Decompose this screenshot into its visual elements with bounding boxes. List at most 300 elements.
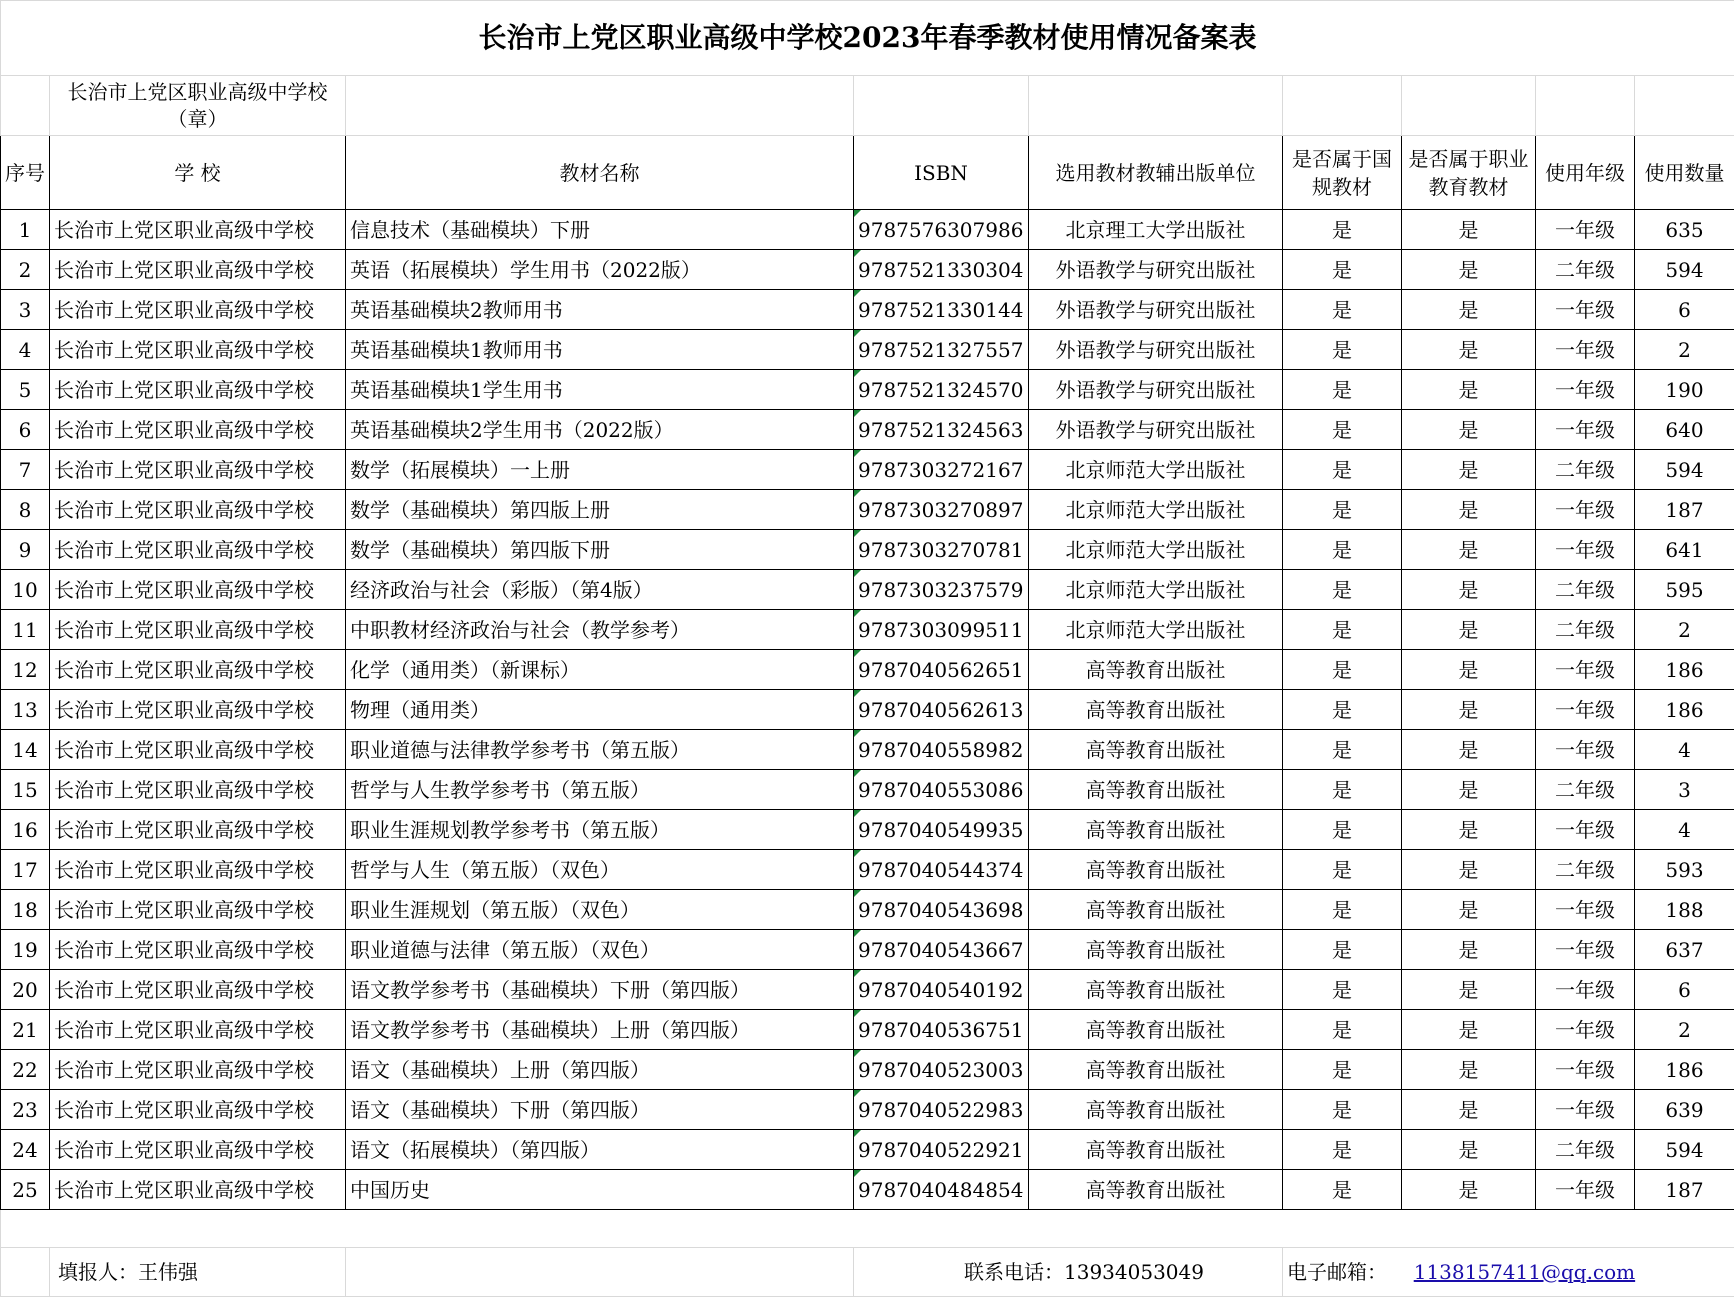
cell-quantity: 640 [1635, 410, 1734, 450]
cell-school: 长治市上党区职业高级中学校 [50, 810, 346, 850]
page-title: 长治市上党区职业高级中学校2023年春季教材使用情况备案表 [1, 1, 1734, 76]
cell-grade: 一年级 [1536, 650, 1635, 690]
isbn-value: 9787303270897 [858, 497, 1024, 522]
cell-school: 长治市上党区职业高级中学校 [50, 490, 346, 530]
cell-grade: 一年级 [1536, 330, 1635, 370]
table-row [1, 570, 1734, 610]
cell-publisher: 高等教育出版社 [1029, 850, 1283, 890]
cell-book-name: 哲学与人生教学参考书（第五版） [346, 770, 854, 810]
cell-school: 长治市上党区职业高级中学校 [50, 410, 346, 450]
cell-index: 3 [1, 290, 50, 330]
cell-national: 是 [1283, 1010, 1402, 1050]
number-as-text-flag-icon [854, 330, 861, 337]
cell-grade: 一年级 [1536, 810, 1635, 850]
table-row [1, 1090, 1734, 1130]
cell-publisher: 高等教育出版社 [1029, 1090, 1283, 1130]
cell-national: 是 [1283, 930, 1402, 970]
isbn-value: 9787303099511 [858, 617, 1024, 642]
isbn-value: 9787040536751 [858, 1017, 1024, 1042]
number-as-text-flag-icon [854, 210, 861, 217]
cell-national: 是 [1283, 210, 1402, 250]
cell-book-name: 中国历史 [346, 1170, 854, 1210]
isbn-value: 9787521327557 [858, 337, 1024, 362]
table-row [1, 410, 1734, 450]
cell-school: 长治市上党区职业高级中学校 [50, 1050, 346, 1090]
cell-grade: 一年级 [1536, 210, 1635, 250]
cell-publisher: 高等教育出版社 [1029, 1130, 1283, 1170]
cell-grade: 一年级 [1536, 970, 1635, 1010]
cell-school: 长治市上党区职业高级中学校 [50, 730, 346, 770]
header-publisher: 选用教材教辅出版单位 [1029, 136, 1283, 210]
cell-isbn [854, 1130, 1029, 1170]
header-national: 是否属于国规教材 [1283, 136, 1402, 210]
cell-isbn [854, 330, 1029, 370]
cell-vocational: 是 [1402, 770, 1536, 810]
isbn-value: 9787521324570 [858, 377, 1024, 402]
cell-school: 长治市上党区职业高级中学校 [50, 970, 346, 1010]
cell-book-name: 英语基础模块2教师用书 [346, 290, 854, 330]
cell-publisher: 高等教育出版社 [1029, 970, 1283, 1010]
table-row [1, 850, 1734, 890]
cell-vocational: 是 [1402, 1170, 1536, 1210]
number-as-text-flag-icon [854, 1010, 861, 1017]
cell-quantity: 4 [1635, 730, 1734, 770]
school-seal-name: 长治市上党区职业高级中学校 [67, 79, 328, 104]
cell-isbn [854, 570, 1029, 610]
cell-school: 长治市上党区职业高级中学校 [50, 210, 346, 250]
cell-index: 25 [1, 1170, 50, 1210]
cell-book-name: 信息技术（基础模块）下册 [346, 210, 854, 250]
cell-publisher: 外语教学与研究出版社 [1029, 290, 1283, 330]
cell-publisher: 高等教育出版社 [1029, 730, 1283, 770]
cell-vocational: 是 [1402, 890, 1536, 930]
cell-quantity: 2 [1635, 1010, 1734, 1050]
cell-index: 23 [1, 1090, 50, 1130]
cell-publisher: 高等教育出版社 [1029, 1170, 1283, 1210]
header-vocational: 是否属于职业教育教材 [1402, 136, 1536, 210]
cell-publisher: 高等教育出版社 [1029, 650, 1283, 690]
cell-school: 长治市上党区职业高级中学校 [50, 330, 346, 370]
cell-school: 长治市上党区职业高级中学校 [50, 1170, 346, 1210]
cell-book-name: 语文教学参考书（基础模块）上册（第四版） [346, 1010, 854, 1050]
cell-national: 是 [1283, 450, 1402, 490]
cell-grade: 一年级 [1536, 690, 1635, 730]
cell-vocational: 是 [1402, 1050, 1536, 1090]
cell-publisher: 北京师范大学出版社 [1029, 610, 1283, 650]
number-as-text-flag-icon [854, 1090, 861, 1097]
cell-national: 是 [1283, 1130, 1402, 1170]
isbn-value: 9787303270781 [858, 537, 1024, 562]
cell-quantity: 3 [1635, 770, 1734, 810]
filler-name: 王伟强 [138, 1260, 198, 1284]
empty-cell [1402, 76, 1536, 136]
cell-national: 是 [1283, 570, 1402, 610]
cell-school: 长治市上党区职业高级中学校 [50, 570, 346, 610]
empty-cell [346, 1248, 854, 1297]
cell-national: 是 [1283, 250, 1402, 290]
empty-cell [1029, 76, 1283, 136]
cell-book-name: 语文教学参考书（基础模块）下册（第四版） [346, 970, 854, 1010]
footer-row [1, 1248, 1734, 1297]
cell-index: 24 [1, 1130, 50, 1170]
cell-national: 是 [1283, 1090, 1402, 1130]
cell-school: 长治市上党区职业高级中学校 [50, 530, 346, 570]
cell-school: 长治市上党区职业高级中学校 [50, 930, 346, 970]
cell-quantity: 187 [1635, 490, 1734, 530]
isbn-value: 9787040562651 [858, 657, 1024, 682]
cell-quantity: 190 [1635, 370, 1734, 410]
cell-vocational: 是 [1402, 610, 1536, 650]
number-as-text-flag-icon [854, 1170, 861, 1177]
table-row [1, 930, 1734, 970]
cell-index: 20 [1, 970, 50, 1010]
header-school: 学 校 [50, 136, 346, 210]
cell-book-name: 物理（通用类） [346, 690, 854, 730]
cell-quantity: 595 [1635, 570, 1734, 610]
empty-cell [1, 76, 50, 136]
cell-vocational: 是 [1402, 210, 1536, 250]
number-as-text-flag-icon [854, 770, 861, 777]
cell-index: 8 [1, 490, 50, 530]
cell-book-name: 职业生涯规划教学参考书（第五版） [346, 810, 854, 850]
table-row [1, 770, 1734, 810]
cell-vocational: 是 [1402, 1090, 1536, 1130]
cell-book-name: 英语基础模块2学生用书（2022版） [346, 410, 854, 450]
school-seal-mark: （章） [167, 106, 228, 131]
cell-national: 是 [1283, 690, 1402, 730]
cell-index: 2 [1, 250, 50, 290]
cell-vocational: 是 [1402, 730, 1536, 770]
number-as-text-flag-icon [854, 930, 861, 937]
number-as-text-flag-icon [854, 970, 861, 977]
cell-national: 是 [1283, 290, 1402, 330]
cell-book-name: 中职教材经济政治与社会（教学参考） [346, 610, 854, 650]
cell-book-name: 数学（拓展模块）一上册 [346, 450, 854, 490]
filler-cell [50, 1248, 346, 1297]
cell-isbn [854, 410, 1029, 450]
cell-index: 13 [1, 690, 50, 730]
cell-grade: 一年级 [1536, 530, 1635, 570]
cell-isbn [854, 450, 1029, 490]
cell-vocational: 是 [1402, 450, 1536, 490]
email-link[interactable]: 1138157411@qq.com [1413, 1260, 1636, 1284]
cell-book-name: 职业道德与法律教学参考书（第五版） [346, 730, 854, 770]
number-as-text-flag-icon [854, 250, 861, 257]
table-row [1, 530, 1734, 570]
number-as-text-flag-icon [854, 570, 861, 577]
cell-index: 22 [1, 1050, 50, 1090]
number-as-text-flag-icon [854, 730, 861, 737]
cell-school: 长治市上党区职业高级中学校 [50, 1010, 346, 1050]
cell-national: 是 [1283, 730, 1402, 770]
cell-school: 长治市上党区职业高级中学校 [50, 1090, 346, 1130]
cell-isbn [854, 290, 1029, 330]
cell-quantity: 6 [1635, 290, 1734, 330]
cell-book-name: 语文（拓展模块）（第四版） [346, 1130, 854, 1170]
isbn-value: 9787040523003 [858, 1057, 1024, 1082]
cell-isbn [854, 690, 1029, 730]
cell-index: 14 [1, 730, 50, 770]
cell-grade: 一年级 [1536, 1050, 1635, 1090]
cell-isbn [854, 210, 1029, 250]
table-row [1, 1130, 1734, 1170]
cell-grade: 二年级 [1536, 850, 1635, 890]
cell-quantity: 2 [1635, 330, 1734, 370]
cell-publisher: 外语教学与研究出版社 [1029, 330, 1283, 370]
cell-grade: 一年级 [1536, 1010, 1635, 1050]
cell-school: 长治市上党区职业高级中学校 [50, 650, 346, 690]
cell-index: 10 [1, 570, 50, 610]
cell-index: 19 [1, 930, 50, 970]
number-as-text-flag-icon [854, 410, 861, 417]
cell-national: 是 [1283, 410, 1402, 450]
cell-book-name: 哲学与人生（第五版）（双色） [346, 850, 854, 890]
cell-vocational: 是 [1402, 250, 1536, 290]
header-grade: 使用年级 [1536, 136, 1635, 210]
cell-quantity: 594 [1635, 450, 1734, 490]
cell-national: 是 [1283, 1050, 1402, 1090]
isbn-value: 9787040522921 [858, 1137, 1024, 1162]
cell-quantity: 186 [1635, 690, 1734, 730]
cell-publisher: 高等教育出版社 [1029, 770, 1283, 810]
cell-index: 11 [1, 610, 50, 650]
cell-quantity: 641 [1635, 530, 1734, 570]
cell-isbn [854, 730, 1029, 770]
cell-vocational: 是 [1402, 930, 1536, 970]
cell-vocational: 是 [1402, 570, 1536, 610]
cell-publisher: 高等教育出版社 [1029, 1050, 1283, 1090]
cell-school: 长治市上党区职业高级中学校 [50, 450, 346, 490]
cell-publisher: 北京师范大学出版社 [1029, 450, 1283, 490]
cell-grade: 二年级 [1536, 770, 1635, 810]
cell-publisher: 高等教育出版社 [1029, 690, 1283, 730]
isbn-value: 9787521324563 [858, 417, 1024, 442]
cell-index: 6 [1, 410, 50, 450]
cell-publisher: 外语教学与研究出版社 [1029, 410, 1283, 450]
cell-publisher: 外语教学与研究出版社 [1029, 250, 1283, 290]
phone-label: 联系电话： [964, 1260, 1064, 1284]
cell-isbn [854, 850, 1029, 890]
cell-grade: 一年级 [1536, 1170, 1635, 1210]
table-row [1, 650, 1734, 690]
cell-national: 是 [1283, 610, 1402, 650]
table-header [1, 136, 1734, 210]
isbn-value: 9787040558982 [858, 737, 1024, 762]
phone-number: 13934053049 [1064, 1260, 1204, 1284]
isbn-value: 9787040553086 [858, 777, 1024, 802]
isbn-value: 9787040544374 [858, 857, 1024, 882]
cell-quantity: 186 [1635, 1050, 1734, 1090]
cell-index: 1 [1, 210, 50, 250]
isbn-value: 9787576307986 [858, 217, 1024, 242]
cell-grade: 一年级 [1536, 490, 1635, 530]
cell-national: 是 [1283, 650, 1402, 690]
cell-index: 16 [1, 810, 50, 850]
isbn-value: 9787040540192 [858, 977, 1024, 1002]
cell-quantity: 635 [1635, 210, 1734, 250]
cell-isbn [854, 1050, 1029, 1090]
cell-book-name: 语文（基础模块）上册（第四版） [346, 1050, 854, 1090]
table-row [1, 330, 1734, 370]
table-row [1, 450, 1734, 490]
cell-index: 7 [1, 450, 50, 490]
cell-vocational: 是 [1402, 970, 1536, 1010]
number-as-text-flag-icon [854, 890, 861, 897]
cell-isbn [854, 930, 1029, 970]
cell-grade: 一年级 [1536, 410, 1635, 450]
cell-quantity: 593 [1635, 850, 1734, 890]
cell-vocational: 是 [1402, 690, 1536, 730]
cell-grade: 一年级 [1536, 730, 1635, 770]
cell-vocational: 是 [1402, 370, 1536, 410]
cell-quantity: 639 [1635, 1090, 1734, 1130]
cell-book-name: 职业道德与法律（第五版）（双色） [346, 930, 854, 970]
cell-publisher: 外语教学与研究出版社 [1029, 370, 1283, 410]
number-as-text-flag-icon [854, 450, 861, 457]
cell-publisher: 高等教育出版社 [1029, 890, 1283, 930]
cell-publisher: 北京师范大学出版社 [1029, 490, 1283, 530]
cell-school: 长治市上党区职业高级中学校 [50, 290, 346, 330]
cell-grade: 一年级 [1536, 1090, 1635, 1130]
cell-isbn [854, 650, 1029, 690]
cell-index: 12 [1, 650, 50, 690]
cell-book-name: 化学（通用类）（新课标） [346, 650, 854, 690]
cell-isbn [854, 1090, 1029, 1130]
cell-school: 长治市上党区职业高级中学校 [50, 890, 346, 930]
cell-national: 是 [1283, 890, 1402, 930]
cell-quantity: 186 [1635, 650, 1734, 690]
cell-isbn [854, 610, 1029, 650]
cell-school: 长治市上党区职业高级中学校 [50, 850, 346, 890]
number-as-text-flag-icon [854, 290, 861, 297]
header-book-name: 教材名称 [346, 136, 854, 210]
table-row [1, 210, 1734, 250]
cell-index: 21 [1, 1010, 50, 1050]
cell-publisher: 北京师范大学出版社 [1029, 570, 1283, 610]
cell-quantity: 187 [1635, 1170, 1734, 1210]
cell-national: 是 [1283, 850, 1402, 890]
cell-index: 15 [1, 770, 50, 810]
cell-index: 17 [1, 850, 50, 890]
table-row [1, 890, 1734, 930]
isbn-value: 9787521330304 [858, 257, 1024, 282]
cell-vocational: 是 [1402, 490, 1536, 530]
isbn-value: 9787040549935 [858, 817, 1024, 842]
isbn-value: 9787040484854 [858, 1177, 1024, 1202]
cell-national: 是 [1283, 530, 1402, 570]
cell-grade: 一年级 [1536, 890, 1635, 930]
cell-school: 长治市上党区职业高级中学校 [50, 690, 346, 730]
empty-cell [1, 1248, 50, 1297]
cell-book-name: 经济政治与社会（彩版）（第4版） [346, 570, 854, 610]
number-as-text-flag-icon [854, 650, 861, 657]
cell-grade: 二年级 [1536, 450, 1635, 490]
number-as-text-flag-icon [854, 530, 861, 537]
cell-vocational: 是 [1402, 810, 1536, 850]
school-seal-cell [50, 76, 346, 136]
cell-quantity: 6 [1635, 970, 1734, 1010]
table-row [1, 610, 1734, 650]
cell-book-name: 职业生涯规划（第五版）（双色） [346, 890, 854, 930]
cell-national: 是 [1283, 970, 1402, 1010]
filler-label: 填报人： [58, 1260, 138, 1284]
cell-publisher: 高等教育出版社 [1029, 930, 1283, 970]
cell-school: 长治市上党区职业高级中学校 [50, 1130, 346, 1170]
cell-isbn [854, 890, 1029, 930]
table-row [1, 1170, 1734, 1210]
cell-isbn [854, 770, 1029, 810]
cell-quantity: 4 [1635, 810, 1734, 850]
empty-cell [346, 76, 854, 136]
cell-publisher: 高等教育出版社 [1029, 1010, 1283, 1050]
cell-isbn [854, 490, 1029, 530]
cell-grade: 一年级 [1536, 930, 1635, 970]
cell-national: 是 [1283, 330, 1402, 370]
cell-grade: 二年级 [1536, 570, 1635, 610]
number-as-text-flag-icon [854, 810, 861, 817]
cell-publisher: 北京师范大学出版社 [1029, 530, 1283, 570]
cell-national: 是 [1283, 370, 1402, 410]
cell-book-name: 语文（基础模块）下册（第四版） [346, 1090, 854, 1130]
cell-national: 是 [1283, 810, 1402, 850]
table-row [1, 370, 1734, 410]
cell-index: 5 [1, 370, 50, 410]
table-row [1, 810, 1734, 850]
isbn-value: 9787040543698 [858, 897, 1024, 922]
cell-book-name: 英语（拓展模块）学生用书（2022版） [346, 250, 854, 290]
cell-vocational: 是 [1402, 410, 1536, 450]
cell-isbn [854, 1010, 1029, 1050]
empty-cell [1536, 76, 1635, 136]
empty-cell [854, 76, 1029, 136]
table-row [1, 1050, 1734, 1090]
number-as-text-flag-icon [854, 1050, 861, 1057]
cell-grade: 二年级 [1536, 610, 1635, 650]
number-as-text-flag-icon [854, 370, 861, 377]
number-as-text-flag-icon [854, 610, 861, 617]
cell-national: 是 [1283, 1170, 1402, 1210]
cell-book-name: 英语基础模块1学生用书 [346, 370, 854, 410]
cell-isbn [854, 970, 1029, 1010]
table-row [1, 1010, 1734, 1050]
cell-national: 是 [1283, 490, 1402, 530]
cell-isbn [854, 370, 1029, 410]
isbn-value: 9787521330144 [858, 297, 1024, 322]
table-row [1, 730, 1734, 770]
cell-grade: 二年级 [1536, 250, 1635, 290]
cell-publisher: 高等教育出版社 [1029, 810, 1283, 850]
cell-grade: 一年级 [1536, 290, 1635, 330]
number-as-text-flag-icon [854, 850, 861, 857]
cell-isbn [854, 530, 1029, 570]
cell-school: 长治市上党区职业高级中学校 [50, 370, 346, 410]
cell-vocational: 是 [1402, 650, 1536, 690]
cell-index: 9 [1, 530, 50, 570]
cell-book-name: 数学（基础模块）第四版下册 [346, 530, 854, 570]
table-row [1, 970, 1734, 1010]
table-row [1, 690, 1734, 730]
cell-isbn [854, 1170, 1029, 1210]
cell-vocational: 是 [1402, 530, 1536, 570]
cell-vocational: 是 [1402, 330, 1536, 370]
table-row [1, 490, 1734, 530]
cell-school: 长治市上党区职业高级中学校 [50, 250, 346, 290]
email-label: 电子邮箱： [1287, 1260, 1387, 1284]
cell-quantity: 637 [1635, 930, 1734, 970]
cell-book-name: 英语基础模块1教师用书 [346, 330, 854, 370]
isbn-value: 9787303237579 [858, 577, 1024, 602]
cell-grade: 二年级 [1536, 1130, 1635, 1170]
